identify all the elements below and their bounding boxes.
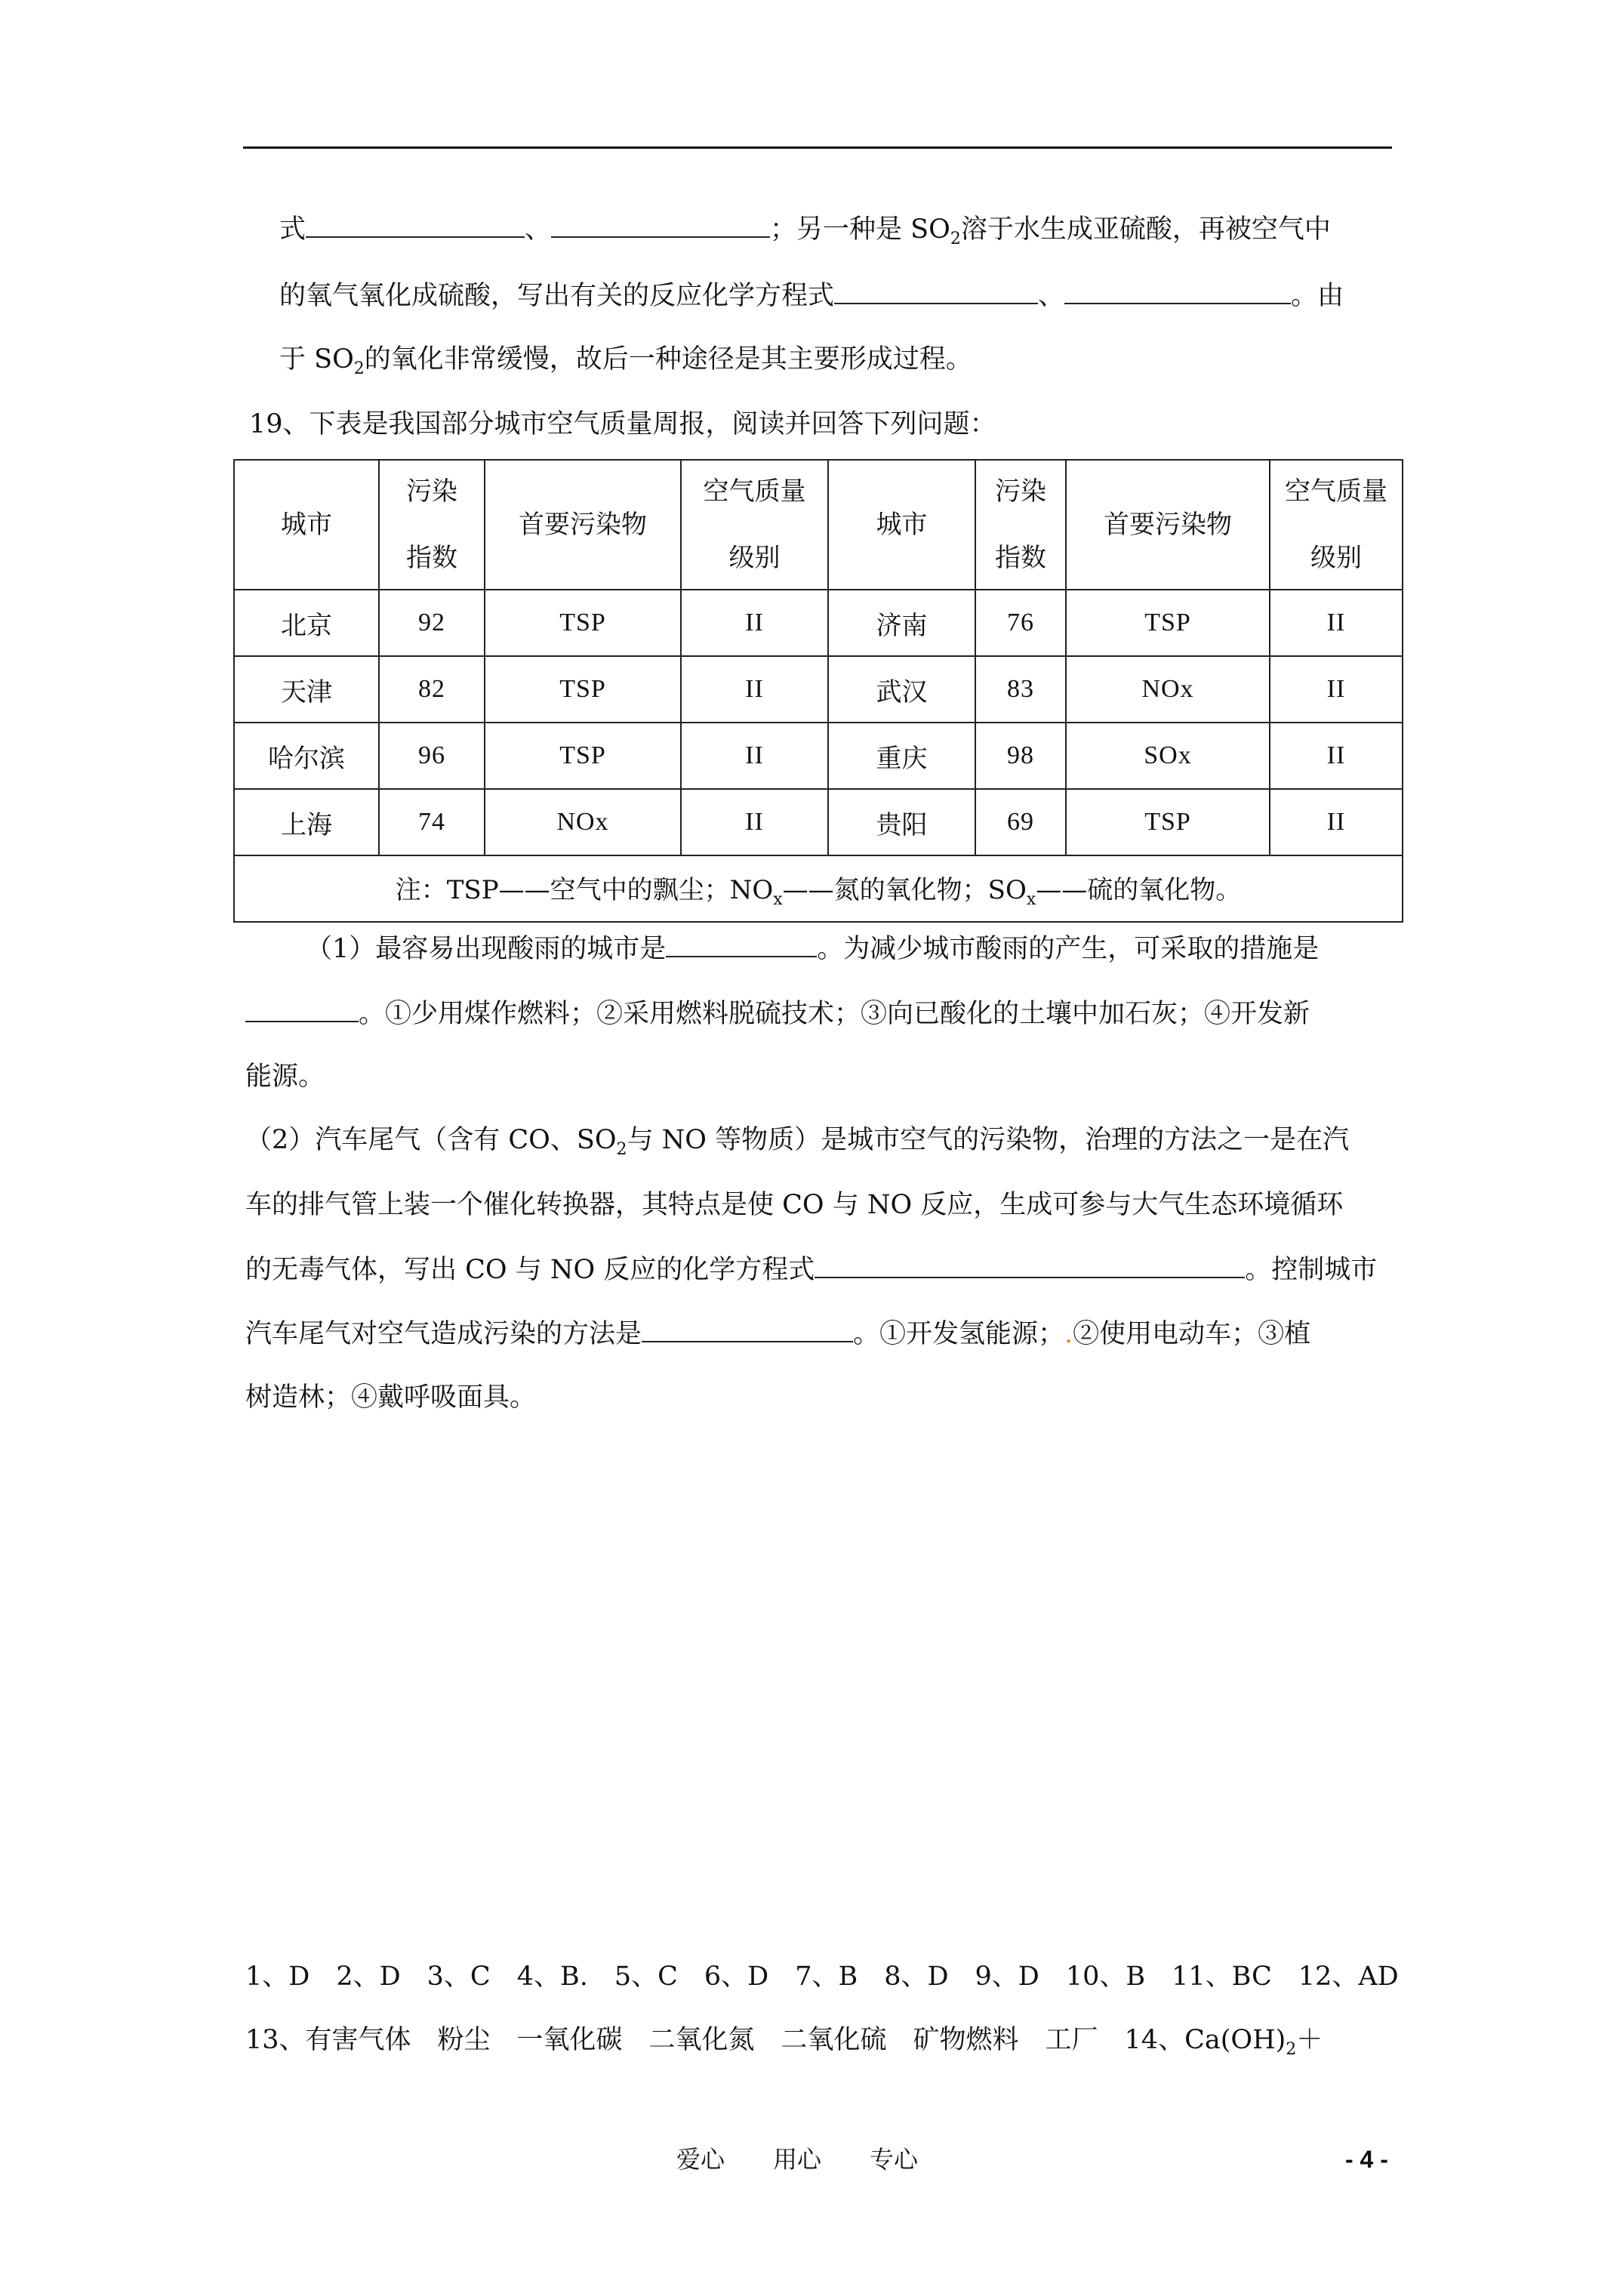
answer-blank[interactable]: [642, 1318, 853, 1342]
q19-part2-line-5: 树造林；④戴呼吸面具。: [245, 1382, 537, 1413]
footer-motto: 爱心 用心 专心: [676, 2145, 919, 2174]
cell-index: 96: [379, 723, 485, 789]
q19-part2-line-3: 的无毒气体，写出 CO 与 NO 反应的化学方程式 。控制城市: [245, 1255, 1378, 1285]
cell-city: 哈尔滨: [234, 723, 379, 789]
cell-level: II: [681, 789, 828, 855]
header-rule: [243, 146, 1392, 149]
header-index: 污染 指数: [379, 460, 485, 590]
page-number: - 4 -: [1345, 2146, 1388, 2173]
cell-index: 98: [975, 723, 1066, 789]
q18-line-3: 于 $SO_2$的氧化非常缓慢，故后一种途径是其主要形成过程。: [279, 344, 972, 378]
header-primary: 首要污染物: [1066, 460, 1270, 590]
cell-pollutant: TSP: [485, 656, 681, 723]
cell-pollutant: TSP: [485, 590, 681, 656]
cell-pollutant: NOx: [485, 789, 681, 855]
cell-city: 北京: [234, 590, 379, 656]
answer-blank[interactable]: [245, 998, 359, 1022]
q19-part2-line-1: （2）汽车尾气（含有 CO、$SO_2$与 NO 等物质）是城市空气的污染物，治理的方法之一是在汽: [245, 1125, 1350, 1159]
header-city: 城市: [828, 460, 975, 590]
q19-part1-line-1: （1）最容易出现酸雨的城市是 。为减少城市酸雨的产生，可采取的措施是: [306, 934, 1320, 964]
answer-blank[interactable]: [306, 214, 525, 238]
cell-pollutant: TSP: [485, 723, 681, 789]
cell-level: II: [681, 656, 828, 723]
cell-city: 上海: [234, 789, 379, 855]
air-quality-table: [233, 459, 1403, 923]
q18-line-2: 的氧气氧化成硫酸，写出有关的反应化学方程式 、 。由: [279, 281, 1344, 311]
answer-blank[interactable]: [551, 214, 770, 238]
q19-part2-line-4: 汽车尾气对空气造成污染的方法是 。①开发氢能源；.②使用电动车；③植: [245, 1319, 1311, 1349]
answer-blank[interactable]: [666, 933, 817, 957]
q18-line-1: 式 、 ；另一种是 $SO_2$溶于水生成亚硫酸，再被空气中: [279, 214, 1331, 248]
cell-level: II: [1270, 656, 1403, 723]
q19-part1-line-2: 。①少用煤作燃料；②采用燃料脱硫技术；③向已酸化的土壤中加石灰；④开发新: [245, 997, 1310, 1031]
cell-city: 天津: [234, 656, 379, 723]
header-index: 污染 指数: [975, 460, 1066, 590]
table-row: [234, 656, 1403, 723]
cell-city: 重庆: [828, 723, 975, 789]
cell-pollutant: NOx: [1066, 656, 1270, 723]
cell-index: 76: [975, 590, 1066, 656]
table-header-row: [234, 460, 1403, 590]
cell-index: 82: [379, 656, 485, 723]
cell-level: II: [1270, 590, 1403, 656]
answer-blank[interactable]: [815, 1254, 1245, 1278]
cell-city: 济南: [828, 590, 975, 656]
cell-pollutant: TSP: [1066, 789, 1270, 855]
table-row: [234, 723, 1403, 789]
cell-city: 贵阳: [828, 789, 975, 855]
header-city: 城市: [234, 460, 379, 590]
table-note-row: [234, 855, 1403, 922]
answer-blank[interactable]: [1064, 280, 1291, 304]
q19-part1-line-3: 能源。: [245, 1062, 325, 1092]
cell-pollutant: SOx: [1066, 723, 1270, 789]
cell-index: 69: [975, 789, 1066, 855]
table-note: 注：TSP——空气中的飘尘；$NO_x——$氮的氧化物；$SO_x——$硫的氧化物。: [234, 855, 1403, 922]
header-primary: 首要污染物: [485, 460, 681, 590]
cell-level: II: [681, 723, 828, 789]
cell-index: 92: [379, 590, 485, 656]
q19-title: 19、下表是我国部分城市空气质量周报，阅读并回答下列问题：: [249, 409, 996, 439]
header-level: 空气质量 级别: [681, 460, 828, 590]
stray-dot: .: [1064, 1319, 1073, 1349]
cell-index: 74: [379, 789, 485, 855]
table-row: [234, 789, 1403, 855]
q19-part2-line-2: 车的排气管上装一个催化转换器，其特点是使 CO 与 NO 反应，生成可参与大气生态环境循环: [245, 1190, 1344, 1220]
cell-city: 武汉: [828, 656, 975, 723]
answers-line-1: 1、D 2、D 3、C 4、B. 5、C 6、D 7、B 8、D 9、D 10、B 11、BC 12、AD: [245, 1962, 1399, 1992]
table-row: [234, 590, 1403, 656]
cell-level: II: [1270, 789, 1403, 855]
header-level: 空气质量 级别: [1270, 460, 1403, 590]
answer-blank[interactable]: [834, 280, 1038, 304]
answers-line-2: 13、有害气体 粉尘 一氧化碳 二氧化氮 二氧化硫 矿物燃料 工厂 14、$Ca(OH)_2+$: [245, 2025, 1323, 2059]
cell-index: 83: [975, 656, 1066, 723]
cell-pollutant: TSP: [1066, 590, 1270, 656]
cell-level: II: [681, 590, 828, 656]
cell-level: II: [1270, 723, 1403, 789]
